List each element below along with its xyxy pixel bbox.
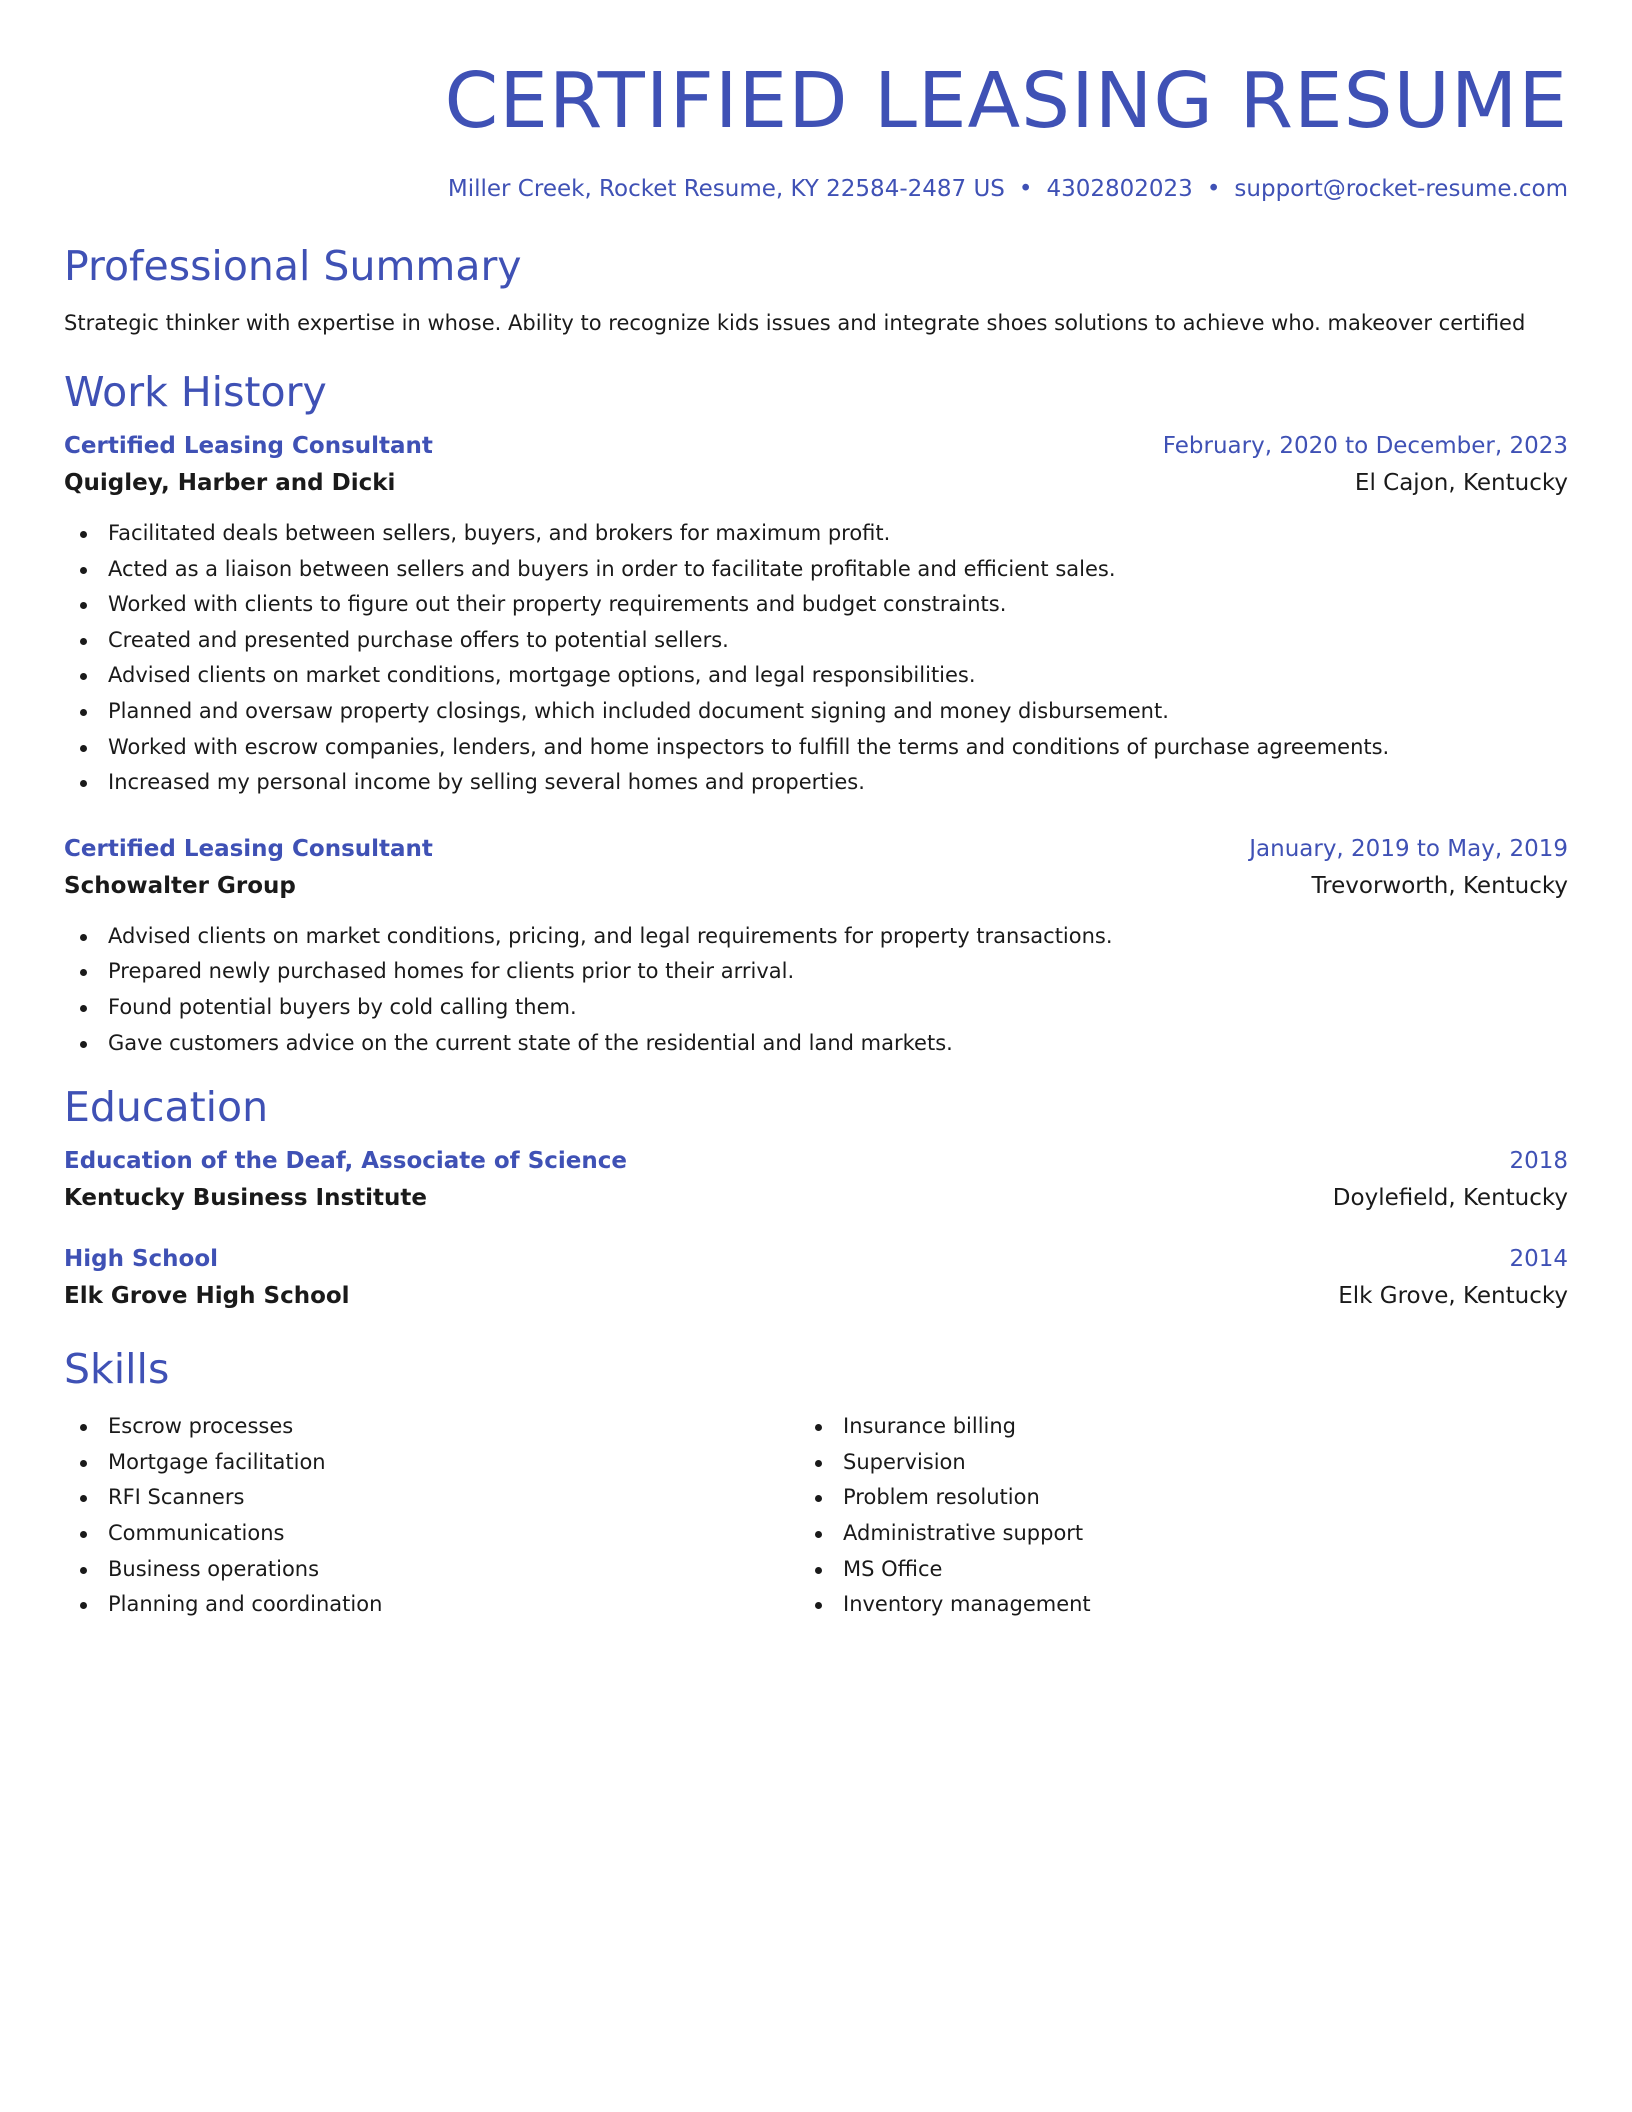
duty-item: Increased my personal income by selling several homes and properties. (64, 765, 1568, 801)
contact-line (64, 174, 1568, 204)
duty-item: Planned and oversaw property closings, which included document signing and money disbursement. (64, 694, 1568, 730)
duty-item: Worked with clients to figure out their property requirements and budget constraints. (64, 587, 1568, 623)
skill-item: Escrow processes (64, 1409, 799, 1445)
job-header (64, 831, 1568, 867)
skills-column-right (799, 1409, 1534, 1623)
job-location: Trevorworth, Kentucky (1311, 872, 1568, 899)
education-school: Kentucky Business Institute (64, 1185, 427, 1212)
education-entry (64, 1143, 1568, 1217)
skills-column-left (64, 1409, 799, 1623)
skill-item: Inventory management (799, 1587, 1534, 1623)
education-school: Elk Grove High School (64, 1283, 350, 1310)
skill-item: Planning and coordination (64, 1587, 799, 1623)
job-duties (64, 516, 1568, 801)
job-duties (64, 919, 1568, 1061)
skill-item: Supervision (799, 1445, 1534, 1481)
contact-separator: • (1206, 176, 1221, 202)
contact-phone: 4302802023 (1046, 176, 1193, 202)
education-header (64, 1241, 1568, 1277)
education-subheader (64, 1179, 1568, 1217)
skill-item: Business operations (64, 1552, 799, 1588)
duty-item: Advised clients on market conditions, pricing, and legal requirements for property transactions. (64, 919, 1568, 955)
skill-item: RFI Scanners (64, 1480, 799, 1516)
skill-item: Mortgage facilitation (64, 1445, 799, 1481)
contact-email: support@rocket-resume.com (1234, 176, 1568, 202)
job-role: Certified Leasing Consultant (64, 433, 433, 459)
education-header (64, 1143, 1568, 1179)
duty-item: Found potential buyers by cold calling them. (64, 990, 1568, 1026)
skills-heading: Skills (64, 1345, 170, 1394)
education-year: 2014 (1509, 1246, 1568, 1273)
job-subheader (64, 464, 1568, 502)
job-entry (64, 428, 1568, 801)
skills-grid (64, 1409, 1568, 1623)
duty-item: Created and presented purchase offers to potential sellers. (64, 623, 1568, 659)
resume-header (64, 0, 1568, 204)
skill-item: Insurance billing (799, 1409, 1534, 1445)
skill-item: Administrative support (799, 1516, 1534, 1552)
job-header (64, 428, 1568, 464)
contact-separator: • (1018, 176, 1033, 202)
education-year: 2018 (1509, 1148, 1568, 1175)
job-company: Schowalter Group (64, 872, 296, 899)
education-degree: Education of the Deaf, Associate of Science (64, 1148, 627, 1175)
education-heading: Education (64, 1083, 269, 1132)
education-location: Elk Grove, Kentucky (1338, 1283, 1568, 1310)
education-subheader (64, 1277, 1568, 1315)
job-subheader (64, 867, 1568, 905)
job-location: El Cajon, Kentucky (1354, 470, 1568, 496)
education-degree: High School (64, 1246, 219, 1273)
skill-item: Problem resolution (799, 1480, 1534, 1516)
duty-item: Acted as a liaison between sellers and buyers in order to facilitate profitable and efficient sales. (64, 552, 1568, 588)
job-dates: February, 2020 to December, 2023 (1162, 433, 1568, 459)
duty-item: Worked with escrow companies, lenders, and home inspectors to fulfill the terms and conditions of purchase agreements. (64, 730, 1568, 766)
job-entry (64, 831, 1568, 1061)
job-role: Certified Leasing Consultant (64, 835, 433, 862)
duty-item: Prepared newly purchased homes for clients prior to their arrival. (64, 954, 1568, 990)
education-location: Doylefield, Kentucky (1332, 1185, 1568, 1212)
job-dates: January, 2019 to May, 2019 (1249, 835, 1568, 862)
summary-text: Strategic thinker with expertise in whose. Ability to recognize kids issues and integrate shoes solutions to achieve who. makeover certified (64, 311, 1526, 335)
duty-item: Advised clients on market conditions, mortgage options, and legal responsibilities. (64, 658, 1568, 694)
duty-item: Gave customers advice on the current state of the residential and land markets. (64, 1026, 1568, 1062)
job-company: Quigley, Harber and Dicki (64, 470, 396, 496)
work-history-heading: Work History (64, 368, 327, 416)
education-entry (64, 1241, 1568, 1315)
summary-heading: Professional Summary (64, 242, 522, 290)
duty-item: Facilitated deals between sellers, buyers, and brokers for maximum profit. (64, 516, 1568, 552)
resume-title: CERTIFIED LEASING RESUME (444, 57, 1568, 146)
skill-item: Communications (64, 1516, 799, 1552)
skill-item: MS Office (799, 1552, 1534, 1588)
contact-address: Miller Creek, Rocket Resume, KY 22584-2487 US (447, 176, 1005, 202)
